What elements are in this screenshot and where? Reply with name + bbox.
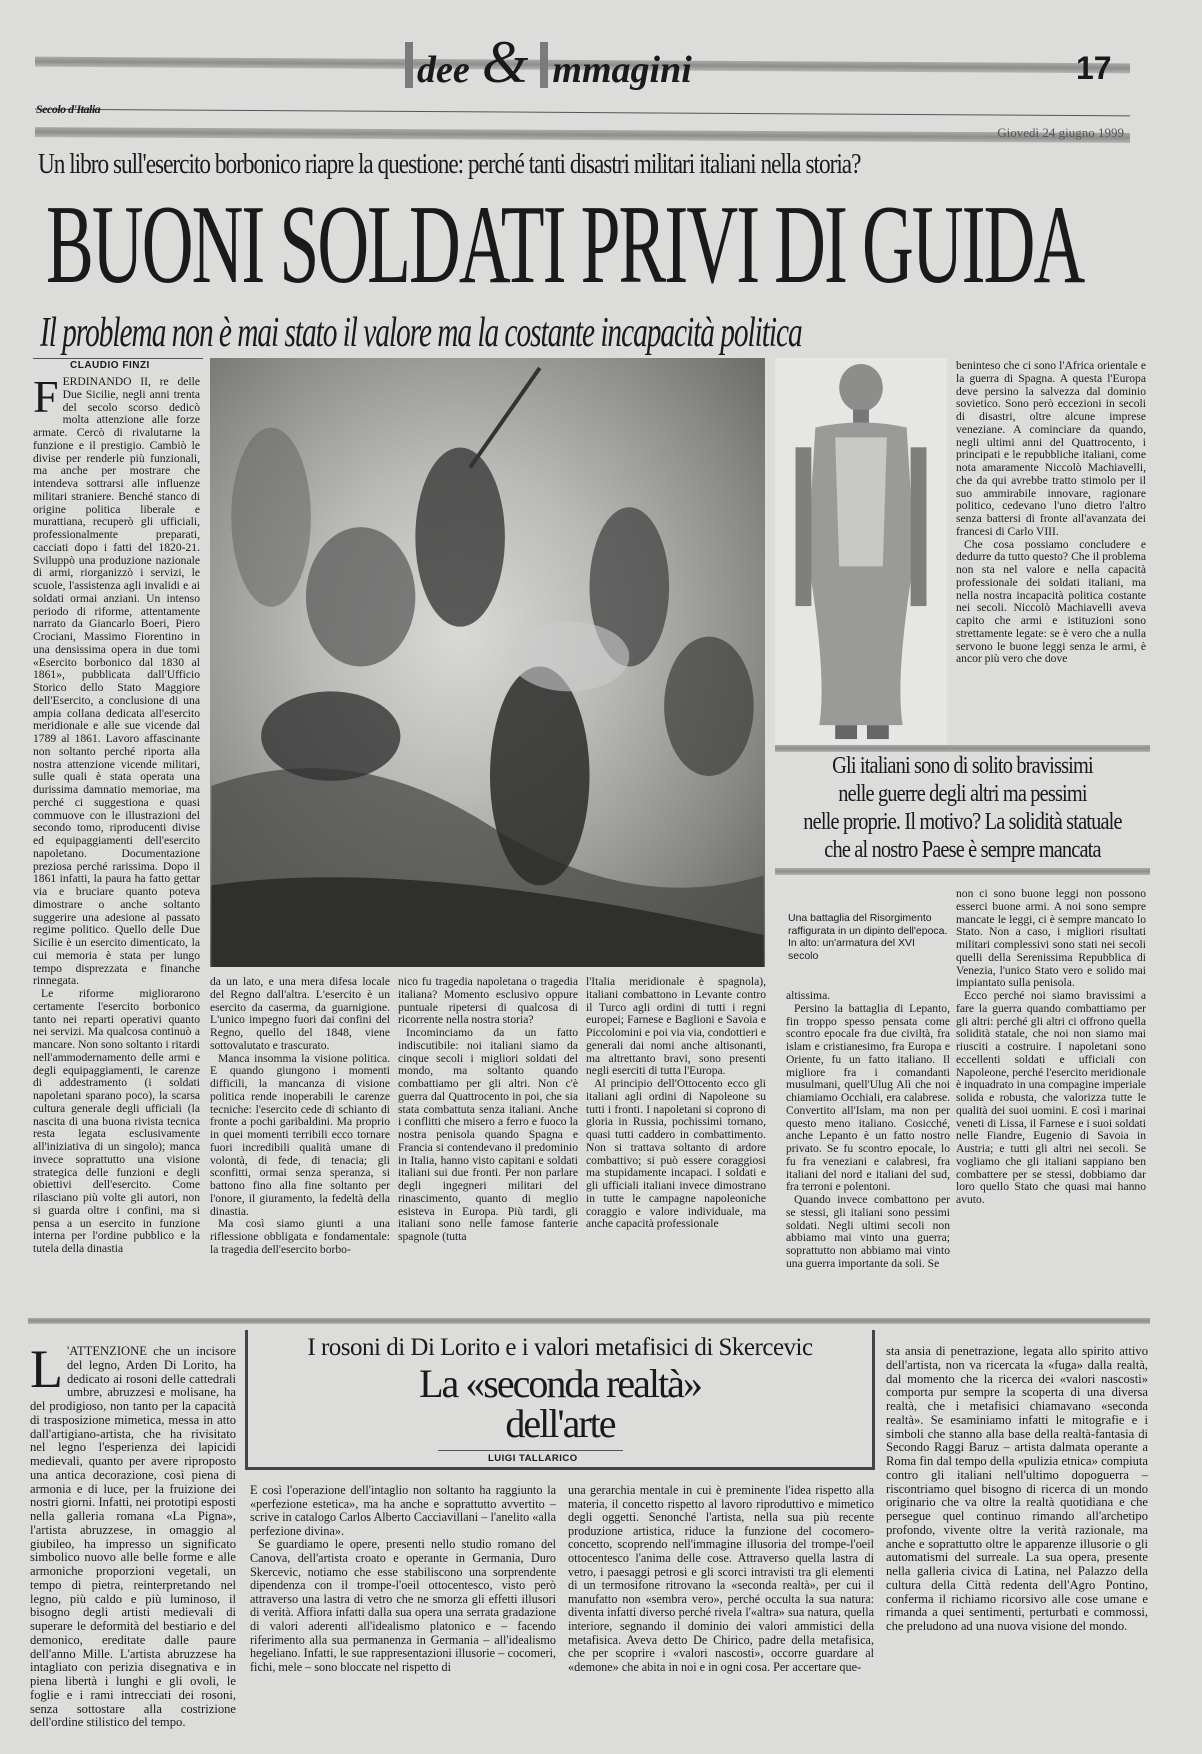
paragraph: una gerarchia mentale in cui è preminente l'idea rispetto alla materia, il concetto rispetto al lavoro riproduttivo e mimetico degli oggetti. Senonché l'artista, nella sua più recente produzione artistica, riduce la funzione del cocomero-concetto, scoprendo nell'immagine illusoria del trompe-l'oeil ottocentesco l'anima delle cose. Attraverso quella lastra di vetro, i paesaggi petrosi e gli scorci intravisti tra gli elementi di un termosifone ritrovano la «seconda realtà», per cui il manufatto non «sembra vero», perché occulta la sua natura: diventa infatti diverso perché rivela l'«altra» sua natura, quella interiore, segnando il dominio dei valori ammistici della metafisica. Aveva detto De Chirico, padre della metafisica, che per scoprire i «valori nascosti», occorre guardare al «demone» che abita in noi e in ogni cosa. Per accertare que- [568, 1484, 874, 1674]
armor-photo [775, 358, 947, 745]
pull-quote-line: che al nostro Paese è sempre mancata [824, 837, 1101, 863]
article-column-2 [210, 976, 390, 1306]
section-ampersand: & [481, 29, 529, 95]
paragraph: Manca insomma la visione politica. E quando giungono i momenti difficili, la mancanza di visione politica rende inoperabili le carenze tecniche: l'esercito cede di schianto di fronte a pochi garibaldini. Ma proprio in quei momenti terribili ecco tornare fuori incredibili qualità umane di volontà, di fede, di tenacia; gli sconfitti, ormai senza speranza, si battono fino alla fine soltanto per l'onore, il giuramento, la fedeltà della dinastia. [210, 1051, 390, 1218]
article-column-4 [586, 976, 766, 1306]
second-article-column-a [250, 1484, 556, 1739]
second-article-headline [248, 1361, 872, 1446]
article-column-right-bottom [956, 888, 1146, 1298]
second-article-byline: LUIGI TALLARICO [488, 1453, 578, 1464]
section-title [405, 28, 692, 118]
byline-rule [438, 1450, 623, 1451]
pullquote-bottom-rule [775, 868, 1150, 875]
paragraph: non ci sono buone leggi non possono esserci buone armi. A noi sono sempre mancate le leggi, ci è sempre mancato lo Stato. Non a caso, i migliori risultati militari complessivi sono stati nei secoli quelli della Serenissima Repubblica di Venezia, l'unico Stato vero e solido mai impiantato sulla penisola. [956, 888, 1146, 990]
paragraph: sta ansia di penetrazione, legata allo spirito attivo dell'artista, non va ricercata la «fuga» dalla realtà, dal momento che la ricerca dei «valori nascosti» comporta pur sempre la scoperta di una diversa realtà, che i metafisici chiamavano «seconda realtà». Se esaminiamo infatti le mitografie e i simboli che stanno alla base della realtà-fantasia di Secondo Raggi Baruz – artista dalmata operante a Roma fin dal tempo della «pulizia etnica» compiuta contro gli italiani nell'ultimo dopoguerra – riscontriamo quel bisogno di ricerca di un mondo originario che va oltre la realtà quotidiana e che persegue quel continuo rimando all'archetipo profondo, vivente oltre la verità razionale, ma anche e soprattutto oltre le apparenze illusorie o gli automatismi del surreale. La sua opera, presente nella galleria civica di Latina, nel Palazzo della cultura della Città redenta dell'Agro Pontino, conferma il richiamo ricorsivo alle cose umane e rimanda a quei sentimenti, perturbati e commossi, che preludono ad una nuova visione del mondo. [886, 1345, 1148, 1633]
image-caption: Una battaglia del Risorgimento raffigurata in un dipinto dell'epoca. In alto: un'armatura del XVI secolo [788, 912, 948, 962]
second-article-header-box [245, 1330, 875, 1470]
article-column-5 [786, 990, 950, 1306]
pull-quote-line: Gli italiani sono di solito bravissimi [832, 753, 1093, 779]
second-article-column-right [886, 1345, 1148, 1740]
paragraph: Quando invece combattono per se stessi, gli italiani sono pessimi soldati. Negli ultimi secoli non abbiamo mai vinto una guerra; soprattutto non abbiamo mai vinto una guerra importante da soli. Se [786, 1193, 950, 1270]
battle-scene-illustration [210, 358, 765, 967]
paragraph: 'ATTENZIONE che un incisore del legno, Arden Di Lorito, ha dedicato ai rosoni delle cattedrali umbre, abruzzesi e molisane, ha del prodigioso, non tanto per la capacità di trasposizione mimetica, messa in atto dall'artigiano-artista, che ha rivisitato nel legno l'esperienza dei lapicidi medievali, quanto per avere riproposto una antica decorazione, così piena di armonia e di luce, per la fruizione dei nostri giorni. Infatti, nei prototipi esposti nella galleria romana «La Pigna», l'artista abruzzese, in omaggio al giubileo, ha impresso un significato simbolico nuovo alle belle forme e alle armoniche proporzioni vegetali, un tempo di pietra, reinterpretando nel legno, più caldo e più luminoso, il bisogno degli artisti medievali di superare le deformità del bestiario e del demonico, ereditate dalle paure dell'anno Mille. L'artista abruzzese ha intagliato con perizia disegnativa e in piena libertà i lunghi e gli ovoli, le foglie e i rami intrecciati dei rosoni, senza sottostare alla costrizione dell'ordine stilistico del tempo. [30, 1345, 236, 1730]
pull-quote-line: nelle guerre degli altri ma pessimi [838, 781, 1087, 807]
paragraph: Se guardiamo le opere, presenti nello studio romano del Canova, dell'artista croato e operante in Germania, Duro Skercevic, notiamo che esse stabiliscono una sorprendente dipendenza con il trompe-l'oeil ottocentesco, visto però attraverso una lastra di vetro che ne smorza gli effetti illusori di verità. Affiora infatti dalla sua opera una serrata gradazione di valori aderenti all'idealismo platonico e – facendo riferimento alla sua permanenza in Germania – all'idealismo hegeliano. Infatti, le sue rappresentazioni illusorie – cocomeri, fichi, mele – sono bloccate nel rispetto di [250, 1537, 556, 1674]
paragraph: Al principio dell'Ottocento ecco gli italiani agli ordini di Napoleone su tutti i fronti. I napoletani si coprono di gloria in Russia, pochissimi tornano, quasi tutti caddero in combattimento. Non si trattava soltanto di ardore combattivo; si può essere coraggiosi ma stupidamente incapaci. I soldati e gli ufficiali italiani invece dimostrano in tutte le campagne napoleoniche coraggio e valore individuale, ma anche capacità professionale [586, 1077, 766, 1231]
paragraph: altissima. [786, 990, 831, 1002]
article-column-3 [398, 976, 578, 1306]
paragraph: nico fu tragedia napoletana o tragedia italiana? Momento esclusivo oppure puntuale ripetersi di qualcosa di ricorrente nella nostra storia? [398, 976, 578, 1027]
article-headline: BUONI SOLDATI PRIVI DI GUIDA [46, 183, 1084, 307]
paragraph: ERDINANDO II, re delle Due Sicilie, negli anni trenta del secolo scorso dedicò molta attenzione alle forze armate. Cercò di rivalutarne la funzione e il prestigio. Cambiò le divise per renderle più funzionali, ma anche per mostrare che intendeva sottrarsi alle influenze militari straniere. Benché stanco di origine politica liberale e murattiana, recuperò gli ufficiali, professionalmente preparati, cacciati dopo i fatti del 1820-21. Sviluppò una produzione nazionale di armi, riorganizzò i servizi, le scuole, l'assistenza agli invalidi e ai soldati ormai anziani. Un intenso periodo di riforme, attentamente narrato da Giancarlo Boeri, Piero Crociani, Massimo Fiorentino in una densissima opera in due tomi «Esercito borbonico dal 1830 al 1861», pubblicata dall'Ufficio Storico dello Stato Maggiore dell'Esercito, a conclusione di una ampia collana dedicata all'esercito meridionale e alle sue vicende dal 1789 al 1861. Lavoro affascinante non soltanto perché riporta alla nostra attenzione vicende militari, sulle quali è stata operata una durissima damnatio memoriae, ma perché ci suggestiona e quasi commuove con le illustrazioni del secondo tomo, riproducenti divise ed equipaggiamenti dell'esercito napoletano. Documentazione preziosa perché rarissima. Dopo il 1861 infatti, la paura ha fatto gettar via e bruciare quanto poteva dimostrare o anche soltanto suggerire una adesione al passato regime politico. Quello delle Due Sicilie è un esercito dimenticato, la cui memoria è stata per lungo tempo disprezzata e finanche rinnegata. [33, 376, 200, 988]
second-article-kicker: I rosoni di Di Lorito e i valori metafisici di Skercevic [307, 1334, 813, 1361]
paragraph: da un lato, e una mera difesa locale del Regno dall'altra. L'esercito è un esercito da caserma, da guarnigione. L'unico impegno fuori dai confini del Regno, quello del 1848, viene sottovalutato e trascurato. [210, 976, 390, 1052]
paragraph: beninteso che ci sono l'Africa orientale e la guerra di Spagna. A questa l'Europa deve persino la salvezza dal dominio sovietico. Sono però eccezioni in secoli di disastri, oltre alcune imprese veneziane. A cominciare da quando, negli ultimi anni del Quattrocento, i principati e le repubbliche italiani, come nota amaramente Niccolò Machiavelli, che da qui avrebbe tratto stimolo per il suo ammirabile innovare, ragionare politico, cedevano l'uno dietro l'altro senza battersi di fronte all'avanzata dei francesi di Carlo VIII. [956, 360, 1146, 538]
headline-line: La «seconda realtà» [419, 1361, 701, 1406]
pull-quote-line: nelle proprie. Il motivo? La solidità statuale [803, 809, 1122, 835]
masthead-bottom-band [35, 127, 1130, 143]
paragraph: l'Italia meridionale è spagnola), italiani combattono in Levante contro il Turco agli ordini di tutti i regni europei; Farnese e Baglioni e Savoia e Piccolomini e poi via via, condottieri e generali dai nomi anche altisonanti, ma altrettanto bravi, sono presenti negli eserciti di tutta l'Europa. [586, 976, 766, 1078]
article-column-1 [33, 376, 200, 1310]
second-article-column-left [30, 1345, 236, 1740]
paragraph: Ecco perché noi siamo bravissimi a fare la guerra quando combattiamo per gli altri: perché gli altri ci offrono quella solidità statale, che noi non siamo mai riusciti a costruire. I napoletani sono eccellenti soldati e ufficiali con Napoleone, perché l'esercito meridionale è inquadrato in una compagine imperiale solida e robusta, che valorizza tutte le qualità dei suoi uomini. E così i marinai veneti di Lissa, il Farnese e i suoi soldati nelle Fiandre, Eugenio di Savoia in Austria; e tutti gli altri nei secoli. Se vogliamo che gli italiani sappiano ben combattere per se stessi, dobbiamo dar loro quello Stato che quasi mai hanno avuto. [956, 989, 1146, 1206]
section-word-immagini: mmagini [552, 49, 692, 91]
section-divider [28, 1318, 1150, 1324]
article-subheadline: Il problema non è mai stato il valore ma la costante incapacità politica [40, 310, 802, 356]
headline-line: dell'arte [505, 1401, 615, 1446]
page-number: 17 [1076, 50, 1112, 86]
pull-quote [775, 752, 1150, 864]
article-byline: CLAUDIO FINZI [70, 360, 150, 371]
drop-cap: F [33, 376, 59, 422]
paper-name: Secolo d'Italia [36, 102, 101, 116]
section-word-idee: dee [417, 49, 470, 91]
second-article-column-b [568, 1484, 874, 1739]
paragraph: Ma così siamo giunti a una riflessione obbligata e fondamentale: la tragedia dell'esercito borbo- [210, 1217, 390, 1256]
section-initial-i [405, 42, 413, 88]
section-initial-i2 [540, 42, 548, 88]
issue-date: Giovedì 24 giugno 1999 [997, 125, 1124, 140]
paragraph: Incominciamo da un fatto indiscutibile: noi italiani siamo da cinque secoli i migliori soldati del mondo, ma soltanto quando combattiamo per gli altri. Non c'è guerra dal Quattrocento in poi, che sia stata combattuta senza italiani. Anche i conflitti che misero a ferro e fuoco la nostra penisola quando Spagna e Francia si contendevano il predominio in Italia, hanno visto capitani e soldati italiani sui due fronti. Per non parlare degli ingegneri militari del rinascimento, quanto di meglio esisteva in Europa. Più tardi, gli italiani sono nelle famose fanterie spagnole (tutta [398, 1026, 578, 1243]
paragraph: E così l'operazione dell'intaglio non soltanto ha raggiunto la «perfezione estetica», ma ha anche e soprattutto avvertito – scrive in catalogo Carlos Alberto Cacciavillani – l'anelito «alla perfezione divina». [250, 1484, 556, 1538]
drop-cap: L [30, 1345, 63, 1399]
article-kicker: Un libro sull'esercito borbonico riapre la questione: perché tanti disastri militari italiani nella storia? [38, 149, 861, 180]
paragraph: Che cosa possiamo concludere e dedurre da tutto questo? Che il problema non sta nel valore e nella capacità professionale dei soldati italiani, ma nella nostra incapacità politica costante nei secoli. Niccolò Machiavelli aveva capito che armi e istituzioni sono strettamente legate: se è vero che a nulla servono le buone leggi senza le armi, è ancor più vero che dove [956, 537, 1146, 666]
paragraph: Persino la battaglia di Lepanto, fin troppo spesso pensata come scontro epocale fra due civiltà, fra islam e cristianesimo, fra Europa e Oriente, fu un fatto italiano. Il migliore fra i comandanti musulmani, quell'Ulug Alì che noi chiamiamo Occhiali, era calabrese. Convertito all'Islam, ma non per questo meno italiano. Cosicché, anche Lepanto è un fatto nostro privato. Se fu scontro epocale, lo fu fra veneziani e calabresi, fra italiani del nord e italiani del sud, fra terroni e polentoni. [786, 1001, 950, 1194]
article-column-right-top [956, 360, 1146, 740]
battle-painting-image [210, 358, 765, 967]
byline-rule [33, 358, 203, 359]
armor-illustration [775, 358, 947, 745]
paragraph: Le riforme migliorarono certamente l'esercito borbonico tanto nei reparti operativi quanto nei servizi. Ma qualcosa continuò a mancare. Non sono soltanto i ritardi nell'ammodernamento delle armi e degli equipaggiamenti, le carenze di addestramento (i soldati napoletani sparano poco), la scarsa cultura generale degli ufficiali (la nascita di una buona rivista tecnica resta legata esclusivamente all'iniziativa di un singolo); manca invece soprattutto una visione strategica delle funzioni e degli obiettivi dell'esercito. Come rilasciano più volte gli autori, non si guarda oltre i confini, ma si pensa a un esercito in funzione interna per l'ordine pubblico e la tutela della dinastia [33, 987, 200, 1255]
pullquote-top-rule [775, 745, 1150, 752]
